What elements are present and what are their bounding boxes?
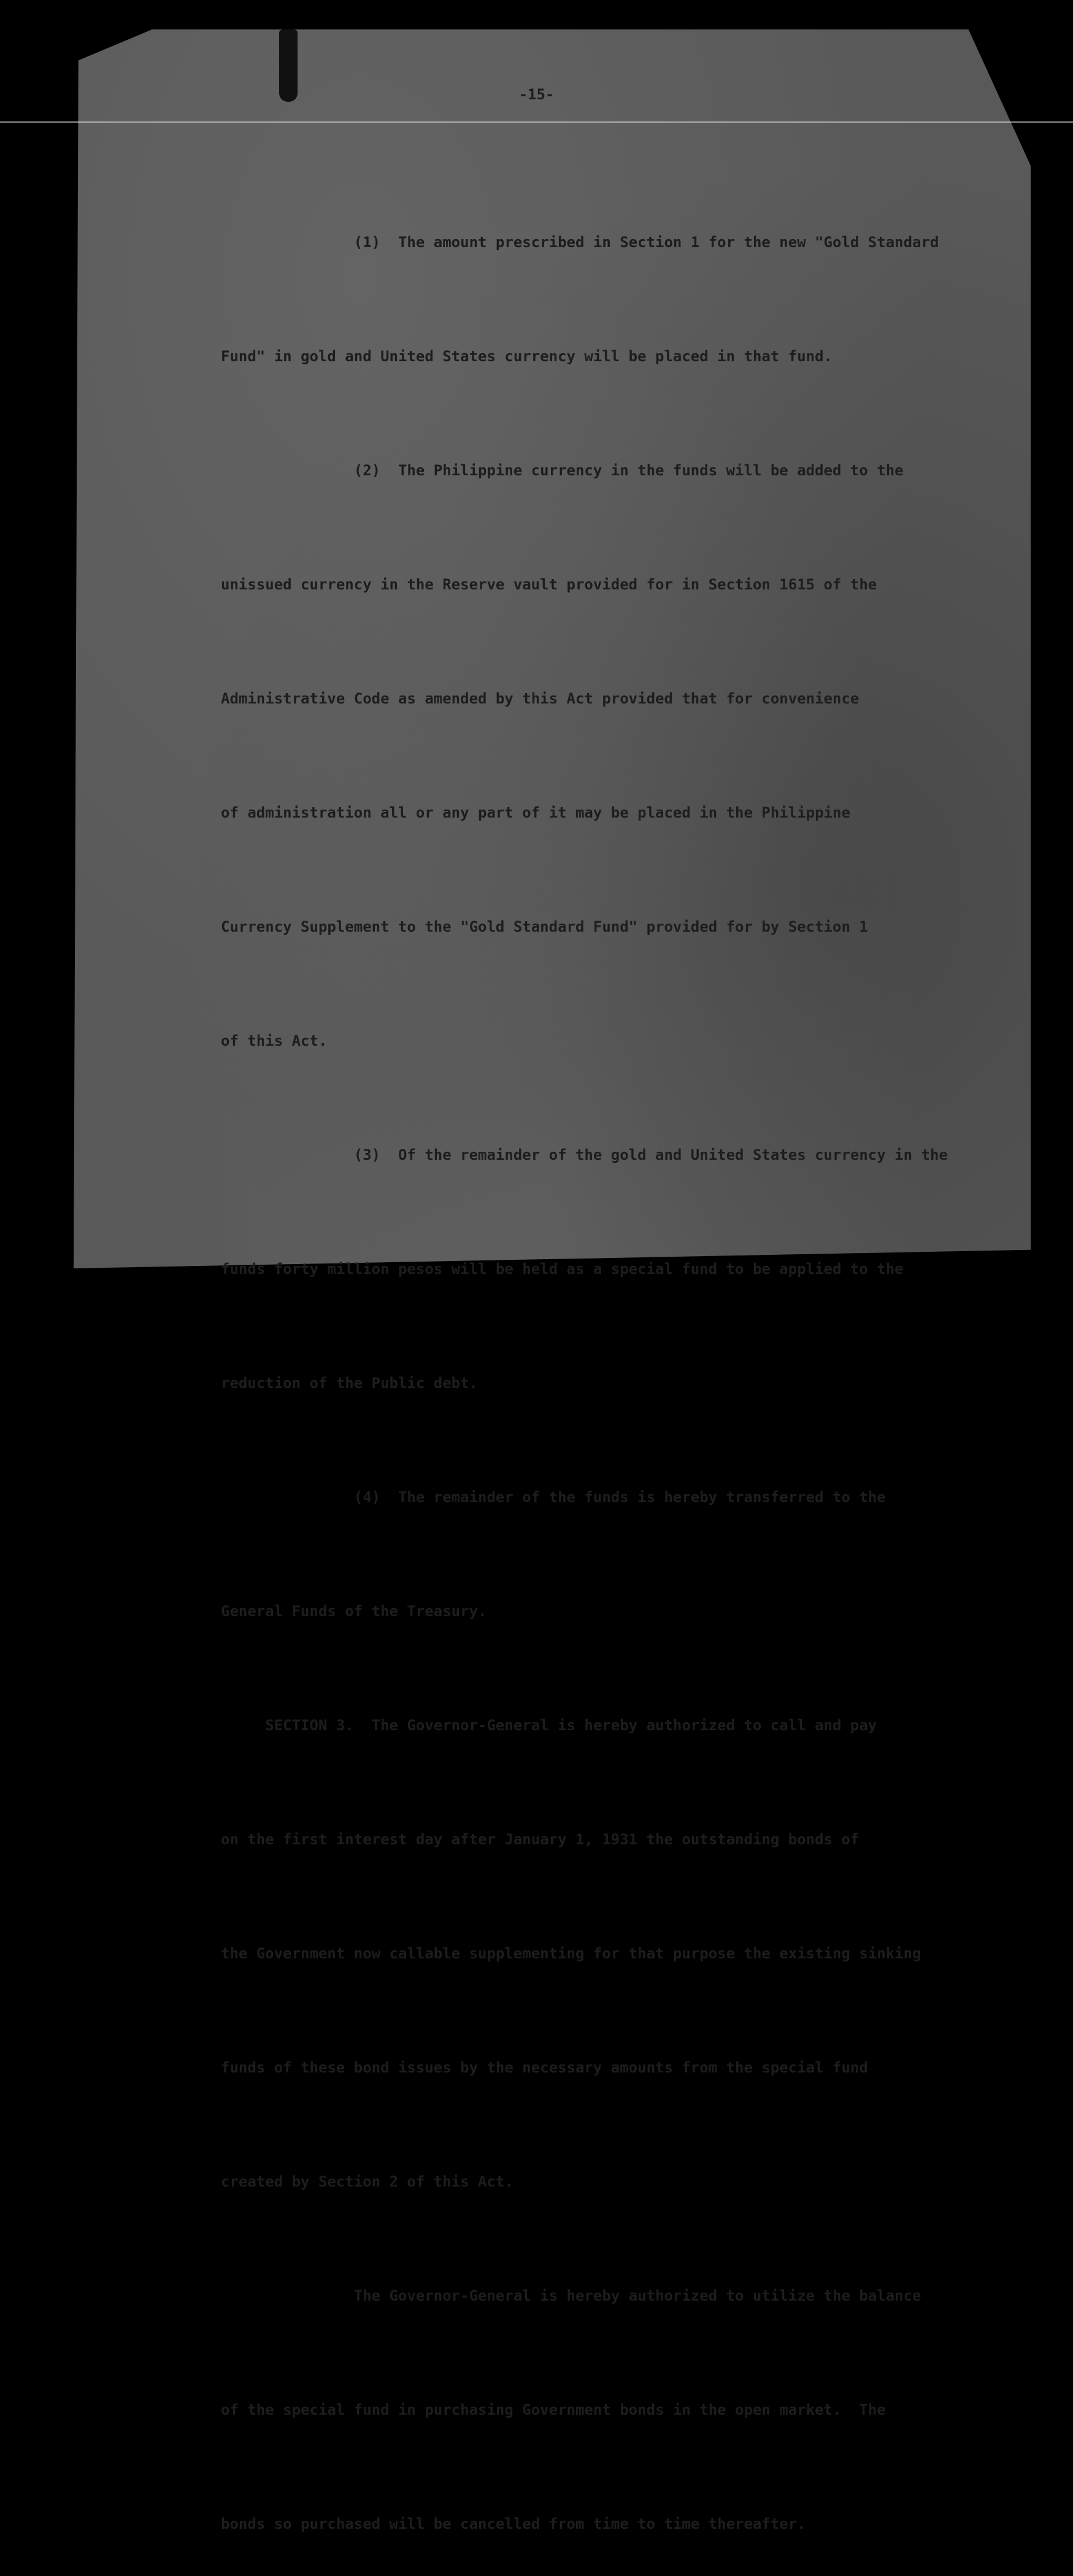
text-line: on the first interest day after January 1, 1931 the outstanding bonds of — [221, 1831, 860, 1848]
text-line: unissued currency in the Reserve vault provided for in Section 1615 of the — [221, 576, 877, 593]
text-line: General Funds of the Treasury. — [221, 1603, 487, 1620]
text-line: (2) The Philippine currency in the funds will be added to the — [221, 462, 904, 479]
text-line: of the special fund in purchasing Government bonds in the open market. The — [221, 2401, 886, 2418]
scan-artifact-line — [0, 121, 1073, 123]
text-line: the Government now callable supplementing for that purpose the existing sinking — [221, 1945, 921, 1962]
text-line: SECTION 3. The Governor-General is hereby authorized to call and pay — [221, 1717, 877, 1734]
text-line: funds forty million pesos will be held as a special fund to be applied to the — [221, 1260, 904, 1278]
text-line: reduction of the Public debt. — [221, 1374, 479, 1392]
page-number: -15- — [518, 86, 555, 103]
text-line: created by Section 2 of this Act. — [221, 2173, 513, 2190]
text-line: funds of these bond issues by the necessary amounts from the special fund — [221, 2059, 868, 2076]
text-line: The Governor-General is hereby authorized to utilize the balance — [221, 2287, 921, 2304]
text-line: Currency Supplement to the "Gold Standard Fund" provided for by Section 1 — [221, 918, 868, 935]
text-line: Fund" in gold and United States currency will be placed in that fund. — [221, 348, 833, 365]
text-line: Administrative Code as amended by this Act provided that for convenience — [221, 690, 860, 707]
text-line: of administration all or any part of it may be placed in the Philippine — [221, 804, 850, 821]
text-line: (4) The remainder of the funds is hereby transferred to the — [221, 1489, 886, 1506]
text-line: (1) The amount prescribed in Section 1 for the new "Gold Standard — [221, 234, 939, 251]
page-number-container — [0, 86, 1073, 103]
text-line: of this Act. — [221, 1032, 328, 1049]
document-body — [221, 147, 969, 2576]
text-line: bonds so purchased will be cancelled from time to time thereafter. — [221, 2515, 806, 2532]
text-line: (3) Of the remainder of the gold and United States currency in the — [221, 1146, 948, 1163]
